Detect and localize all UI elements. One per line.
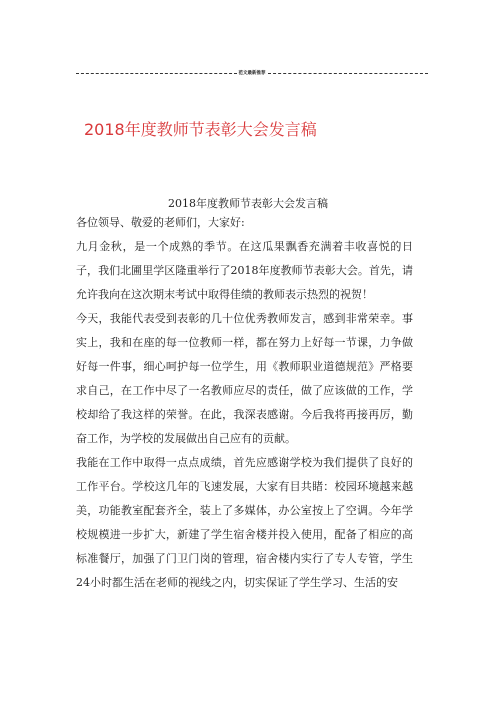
header-rule bbox=[76, 70, 428, 76]
body-paragraph: 我能在工作中取得一点点成绩，首先应感谢学校为我们提供了良好的工作平台。学校这几年的飞速发展，大家有目共睹：校园环境越来越美，功能教室配套齐全，装上了多媒体，办公室按上了空调。今年学校规模进一步扩大，新建了学生宿舍楼并投入使用，配备了相应的高标准餐厅，加强了门卫门岗的管理，宿舍楼内实行了专人专管，学生24小时都生活在老师的视线之内，切实保证了学生学习、生活的安 bbox=[76, 456, 413, 589]
document-body bbox=[76, 211, 413, 595]
body-paragraph: 今天，我能代表受到表彰的几十位优秀教师发言，感到非常荣幸。事实上，我和在座的每一位教师一样，都在努力上好每一节课，力争做好每一件事，细心呵护每一位学生，用《教师职业道德规范》严格要求自己，在工作中尽了一名教师应尽的责任，做了应该做的工作，学校却给了我这样的荣誉。在此，我深表感谢。今后我将再接再厉，勤奋工作，为学校的发展做出自己应有的贡献。 bbox=[76, 312, 413, 445]
header-tag: 范文最新推荐 bbox=[238, 71, 266, 76]
greeting-paragraph: 各位领导、敬爱的老师们，大家好: bbox=[76, 216, 245, 229]
header-dash-left bbox=[76, 73, 237, 74]
header-dash-right bbox=[268, 73, 429, 74]
document-subtitle: 2018年度教师节表彰大会发言稿 bbox=[168, 197, 328, 210]
body-paragraph: 九月金秋，是一个成熟的季节。在这瓜果飘香充满着丰收喜悦的日子，我们北圃里学区隆重举行了2018年度教师节表彰大会。首先，请允许我向在这次期末考试中取得佳绩的教师表示热烈的祝贺！ bbox=[76, 240, 413, 301]
document-title: 2018年度教师节表彰大会发言稿 bbox=[84, 120, 317, 139]
